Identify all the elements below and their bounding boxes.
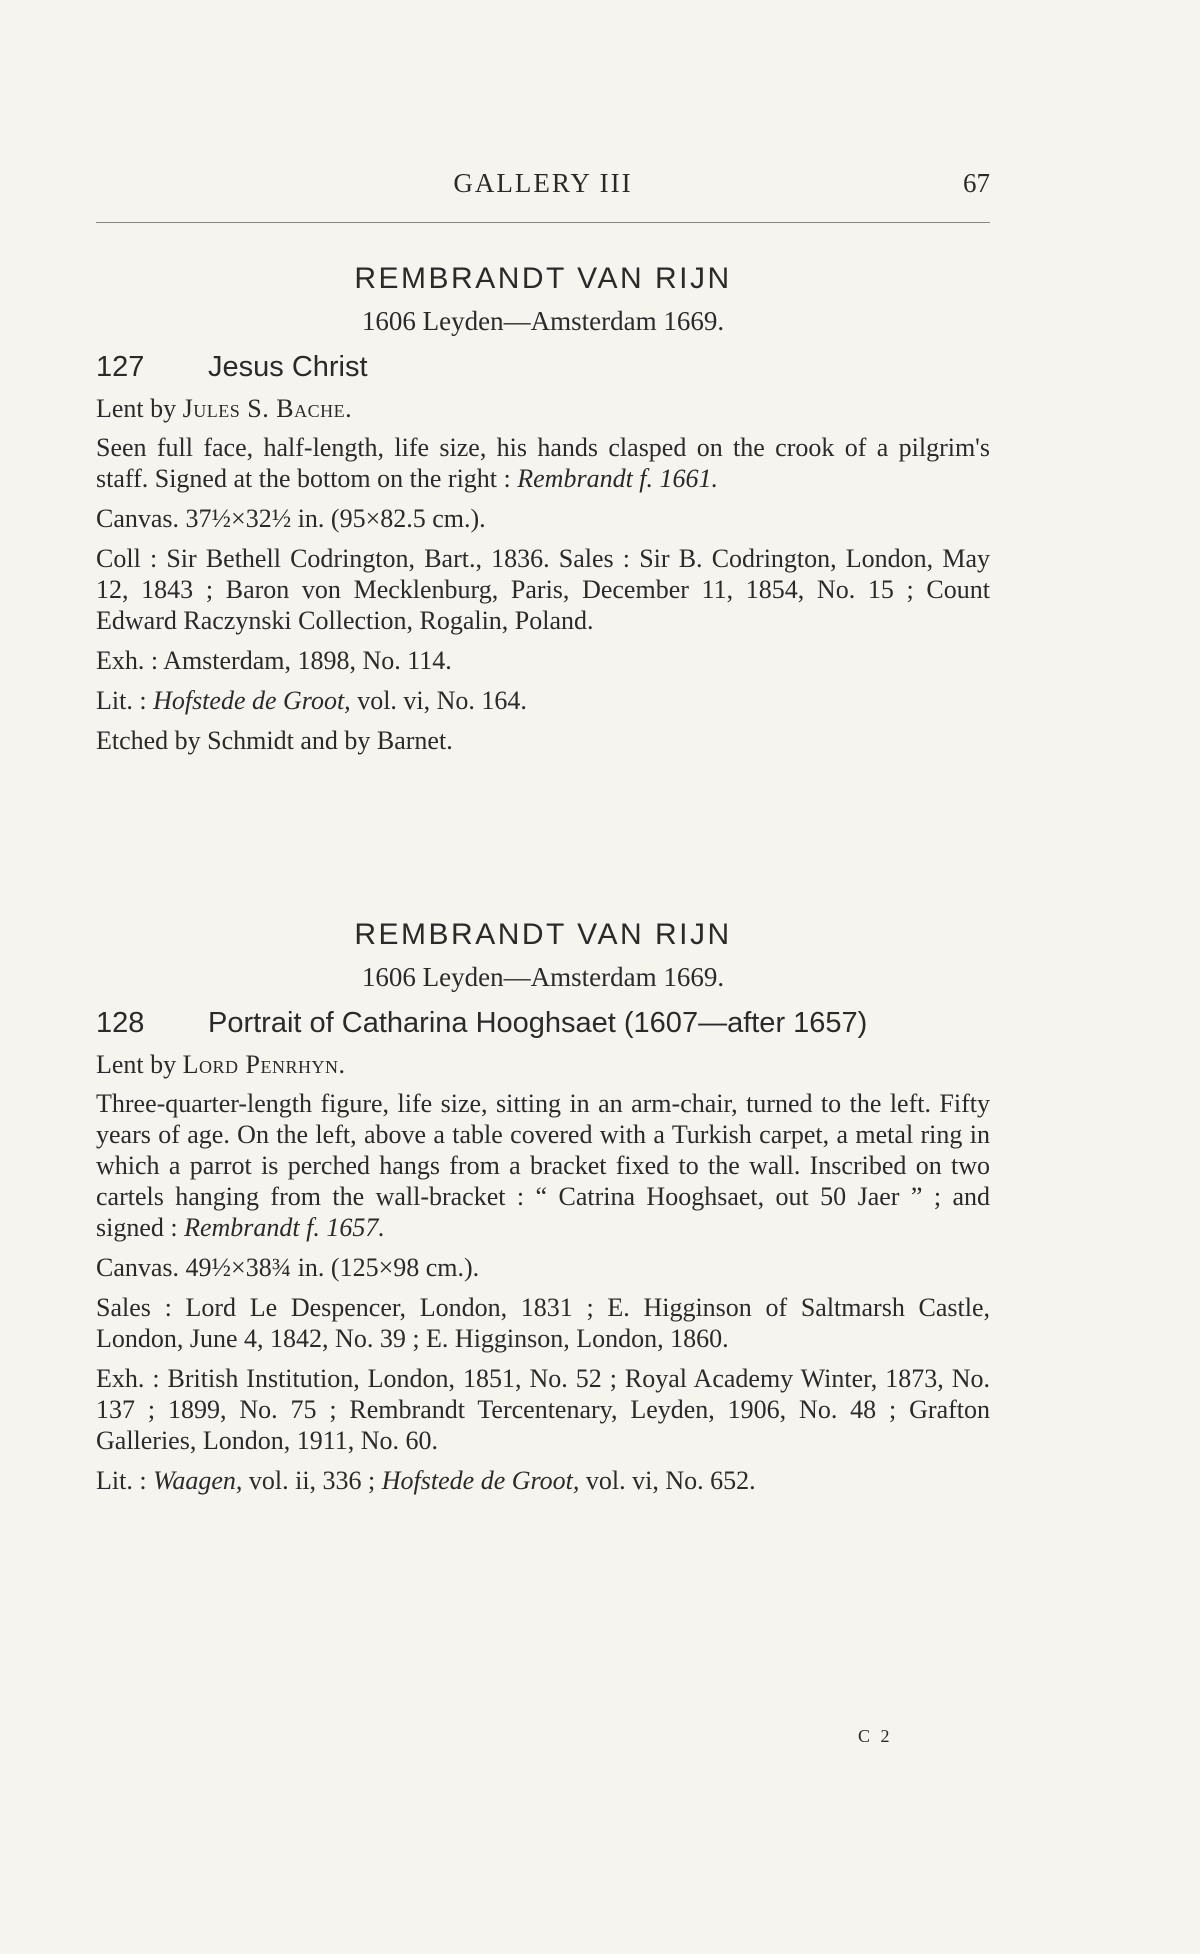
literature <box>96 1465 990 1496</box>
page-header <box>96 168 990 208</box>
catalogue-entry-127 <box>96 262 990 765</box>
lender-name: Lord Penrhyn. <box>182 1050 346 1079</box>
header-rule <box>96 222 990 223</box>
lent-prefix: Lent by <box>96 394 177 423</box>
canvas-dimensions: Canvas. 49½×38¾ in. (125×98 cm.). <box>96 1253 480 1282</box>
entry-title-row <box>96 351 990 384</box>
artist-name: REMBRANDT VAN RIJN <box>354 918 732 951</box>
provenance: Coll : Sir Bethell Codrington, Bart., 1836. Sales : Sir B. Codrington, London, May 12, 1843 ; Baron von Mecklenburg, Paris, December 11, 1854, No. 15 ; Count Edward Raczynski Collection, Rogalin, Poland. <box>96 544 990 635</box>
lender-line <box>96 1050 990 1080</box>
lit-reference-1: vol. ii, 336 ; <box>248 1466 376 1495</box>
entry-title: Jesus Christ <box>208 351 368 383</box>
lit-author: Hofstede de Groot, <box>153 686 351 715</box>
exhibitions: Exh. : British Institution, London, 1851, No. 52 ; Royal Academy Winter, 1873, No. 137 ; 1899, No. 75 ; Rembrandt Tercentenary, Leyden, 1906, No. 48 ; Grafton Galleries, London, 1911, No. 60. <box>96 1364 990 1455</box>
entry-title: Portrait of Catharina Hooghsaet (1607—after 1657) <box>208 1007 868 1039</box>
running-head: GALLERY III <box>453 168 633 198</box>
lent-prefix: Lent by <box>96 1050 177 1079</box>
lender-line <box>96 394 990 424</box>
etching-note: Etched by Schmidt and by Barnet. <box>96 726 453 755</box>
description-text: Three-quarter-length figure, life size, sitting in an arm-chair, turned to the left. Fifty years of age. On the left, above a table covered with a Turkish carpet, a metal ring in which a parrot is perched hangs from a bracket fixed to the wall. Inscribed on two cartels hanging from the wall-bracket : “ Catrina Hooghsaet, out 50 Jaer ” ; and signed : <box>96 1089 990 1242</box>
artist-name: REMBRANDT VAN RIJN <box>354 262 732 295</box>
description-text: Seen full face, half-length, life size, his hands clasped on the crook of a pilgrim's staff. Signed at the bottom on the right : <box>96 433 990 493</box>
entry-number: 128 <box>96 1007 145 1039</box>
lit-prefix: Lit. : <box>96 686 147 715</box>
description <box>96 1088 990 1243</box>
lender-name: Jules S. Bache. <box>182 394 353 423</box>
literature <box>96 685 990 716</box>
artist-dates: 1606 Leyden—Amsterdam 1669. <box>361 962 725 992</box>
lit-reference: vol. vi, No. 164. <box>357 686 527 715</box>
description <box>96 432 990 494</box>
lit-author-1: Waagen, <box>153 1466 243 1495</box>
sales-provenance: Sales : Lord Le Despencer, London, 1831 ; E. Higginson of Saltmarsh Castle, London, June 4, 1842, No. 39 ; E. Higginson, London, 1860. <box>96 1293 990 1353</box>
exhibitions: Exh. : Amsterdam, 1898, No. 114. <box>96 646 452 675</box>
signature-text: Rembrandt f. 1661. <box>517 464 719 493</box>
signature-mark: C 2 <box>858 1726 893 1746</box>
artist-dates: 1606 Leyden—Amsterdam 1669. <box>361 306 725 336</box>
entry-number: 127 <box>96 351 145 383</box>
lit-prefix: Lit. : <box>96 1466 147 1495</box>
catalogue-entry-128 <box>96 918 990 1505</box>
canvas-dimensions: Canvas. 37½×32½ in. (95×82.5 cm.). <box>96 504 486 533</box>
lit-author-2: Hofstede de Groot, <box>381 1466 580 1495</box>
lit-reference-2: vol. vi, No. 652. <box>585 1466 756 1495</box>
signature-text: Rembrandt f. 1657. <box>184 1213 385 1242</box>
page-number: 67 <box>963 168 990 198</box>
entry-title-row <box>96 1007 990 1040</box>
